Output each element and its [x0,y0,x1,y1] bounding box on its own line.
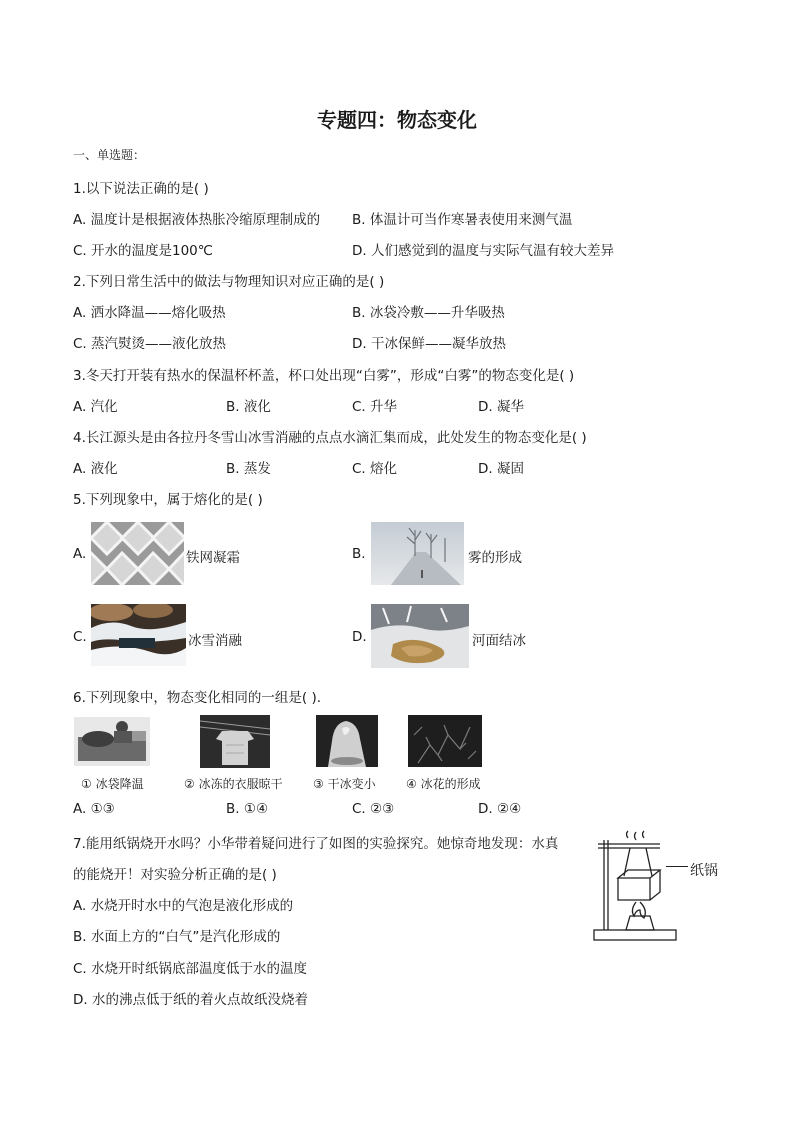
q5-option-c-caption: 冰雪消融 [188,633,242,649]
q1-option-b[interactable]: B. 体温计可当作寒暑表使用来测气温 [352,212,573,228]
question-2-stem: 2.下列日常生活中的做法与物理知识对应正确的是( ) [73,274,385,290]
q4-option-c[interactable]: C. 熔化 [352,461,398,477]
question-7-stem-line-1: 7.能用纸锅烧开水吗？小华带着疑问进行了如图的实验探究。她惊奇地发现：水真 [73,836,559,852]
question-5-stem: 5.下列现象中，属于熔化的是( ) [73,492,263,508]
q6-option-c[interactable]: C. ②③ [352,801,395,817]
page-title: 专题四：物态变化 [317,108,477,132]
fog-photo [371,522,464,585]
frost-on-wire-mesh-photo [91,522,184,585]
q4-option-a[interactable]: A. 液化 [73,461,118,477]
paper-pot-leader-line [666,866,688,867]
q4-option-d[interactable]: D. 凝固 [478,461,524,477]
q4-option-b[interactable]: B. 蒸发 [226,461,271,477]
q1-option-c[interactable]: C. 开水的温度是100℃ [73,243,213,259]
q3-option-c[interactable]: C. 升华 [352,399,398,415]
q5-option-b-letter[interactable]: B. [352,546,366,562]
q5-option-a-letter[interactable]: A. [73,546,87,562]
question-7-stem-line-2: 的能烧开！对实验分析正确的是( ) [73,867,277,883]
q2-option-a[interactable]: A. 洒水降温——熔化吸热 [73,305,226,321]
paper-pot-label: 纸锅 [690,863,718,879]
frozen-river-photo [371,604,469,668]
q6-caption-2: ② 冰冻的衣服晾干 [184,777,283,791]
q7-option-b[interactable]: B. 水面上方的“白气”是汽化形成的 [73,929,281,945]
paper-pot-apparatus-diagram [590,830,686,944]
q6-option-b[interactable]: B. ①④ [226,801,269,817]
question-1-stem: 1.以下说法正确的是( ) [73,181,209,197]
q7-option-a[interactable]: A. 水烧开时水中的气泡是液化形成的 [73,898,294,914]
q3-option-a[interactable]: A. 汽化 [73,399,118,415]
q5-option-c-letter[interactable]: C. [73,629,87,645]
q6-option-a[interactable]: A. ①③ [73,801,115,817]
q3-option-b[interactable]: B. 液化 [226,399,271,415]
melting-snow-photo [91,604,186,666]
q6-caption-3: ③ 干冰变小 [313,777,376,791]
ice-flower-photo [408,715,482,767]
question-6-stem: 6.下列现象中，物态变化相同的一组是( ). [73,690,321,706]
q2-option-b[interactable]: B. 冰袋冷敷——升华吸热 [352,305,505,321]
q2-option-c[interactable]: C. 蒸汽熨烫——液化放热 [73,336,227,352]
q5-option-a-caption: 铁网凝霜 [186,550,240,566]
question-3-stem: 3.冬天打开装有热水的保温杯杯盖，杯口处出现“白雾”，形成“白雾”的物态变化是( ) [73,368,575,384]
q3-option-d[interactable]: D. 凝华 [478,399,524,415]
q5-option-d-caption: 河面结冰 [472,633,526,649]
q5-option-b-caption: 雾的形成 [468,550,522,566]
dry-ice-shrinking-photo [316,715,378,767]
q5-option-d-letter[interactable]: D. [352,629,367,645]
q6-caption-1: ① 冰袋降温 [81,777,144,791]
q1-option-d[interactable]: D. 人们感觉到的温度与实际气温有较大差异 [352,243,614,259]
q6-option-d[interactable]: D. ②④ [478,801,522,817]
section-heading: 一、单选题： [73,148,146,162]
q7-option-d[interactable]: D. 水的沸点低于纸的着火点故纸没烧着 [73,992,308,1008]
frozen-clothes-photo [200,715,270,768]
q7-option-c[interactable]: C. 水烧开时纸锅底部温度低于水的温度 [73,961,308,977]
q6-caption-4: ④ 冰花的形成 [406,777,481,791]
q2-option-d[interactable]: D. 干冰保鲜——凝华放热 [352,336,506,352]
q1-option-a[interactable]: A. 温度计是根据液体热胀冷缩原理制成的 [73,212,321,228]
ice-pack-cooling-photo [74,717,150,766]
question-4-stem: 4.长江源头是由各拉丹冬雪山冰雪消融的点点水滴汇集而成，此处发生的物态变化是( ) [73,430,587,446]
